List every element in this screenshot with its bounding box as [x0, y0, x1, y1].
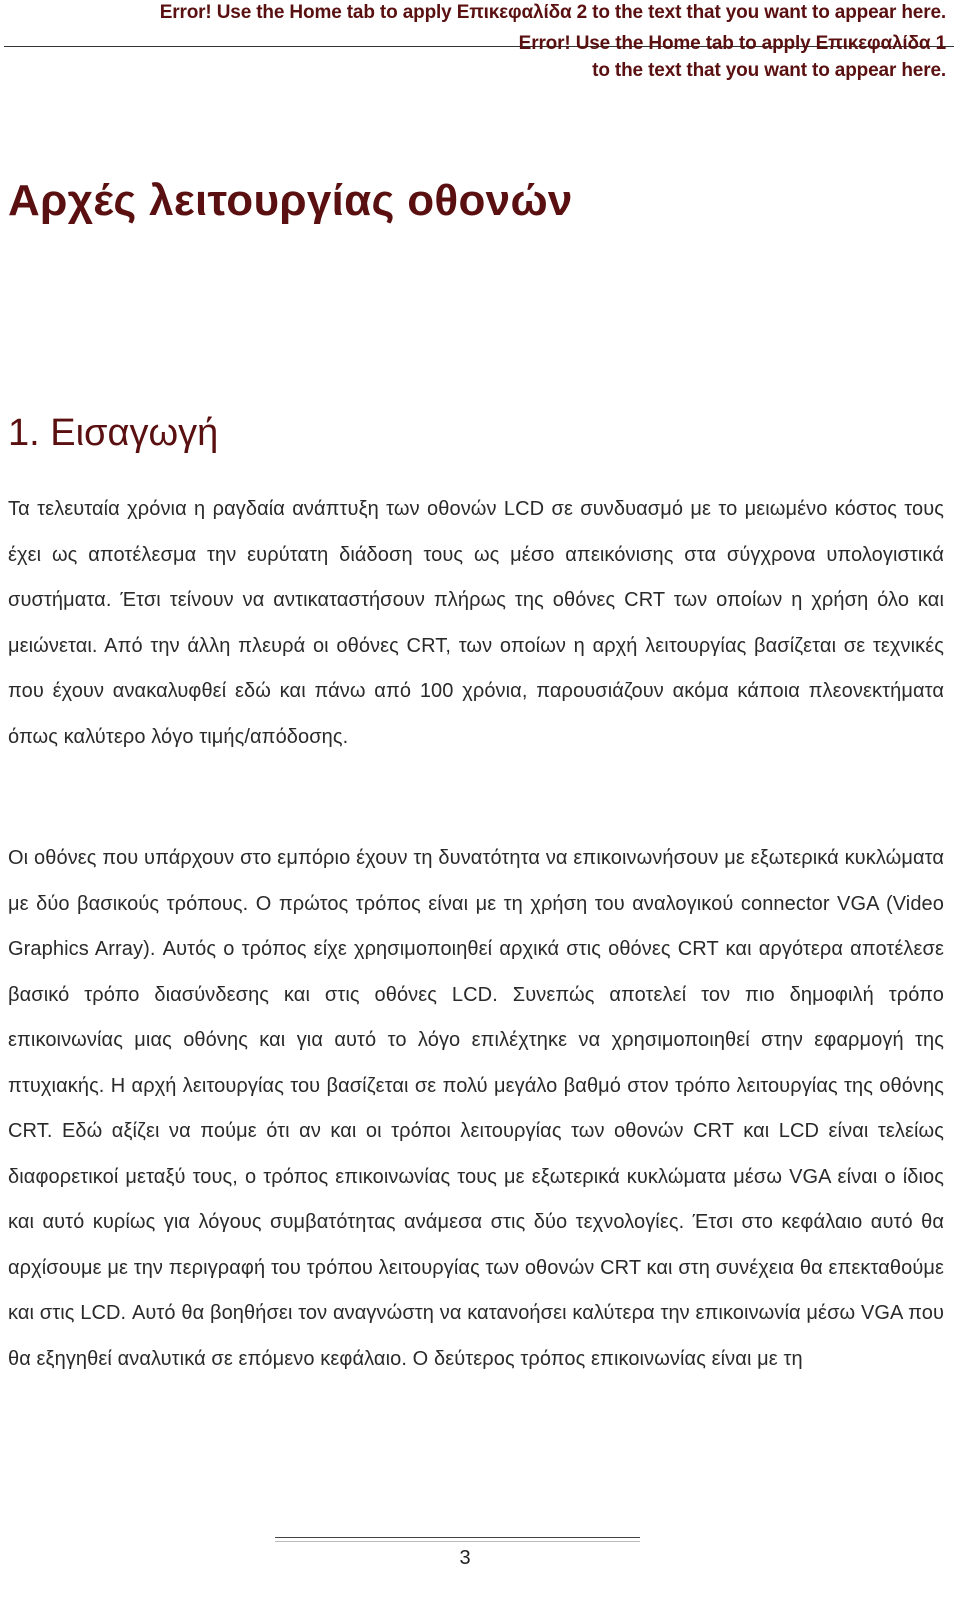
- paragraph-1: Τα τελευταία χρόνια η ραγδαία ανάπτυξη των οθονών LCD σε συνδυασμό με το μειωμένο κόστος τους έχει ως αποτέλεσμα την ευρύτατη διάδοση τους ως μέσο απεικόνισης στα σύγχρονα υπολογιστικά συστήματα. Έτσι τείνουν να αντικαταστήσουν πλήρως της οθόνες CRT των οποίων η χρήση όλο και μειώνεται. Από την άλλη πλευρά οι οθόνες CRT, των οποίων η αρχή λειτουργίας βασίζεται σε τεχνικές που έχουν ανακαλυφθεί εδώ και πάνω από 100 χρόνια, παρουσιάζουν ακόμα κάποια πλεονεκτήματα όπως καλύτερο λόγο τιμής/απόδοσης.: [8, 498, 944, 748]
- section-heading-introduction: 1. Εισαγωγή: [8, 412, 219, 454]
- page-header: [0, 0, 960, 95]
- header-heading1-error-line-2: to the text that you want to appear here.: [592, 60, 946, 81]
- document-title: Αρχές λειτουργίας οθονών: [8, 176, 573, 225]
- footer-divider-secondary: [275, 1541, 640, 1542]
- page-number: 3: [459, 1547, 471, 1569]
- footer-divider: [275, 1537, 640, 1538]
- paragraph-2: Οι οθόνες που υπάρχουν στο εμπόριο έχουν τη δυνατότητα να επικοινωνήσουν με εξωτερικά κυκλώματα με δύο βασικούς τρόπους. Ο πρώτος τρόπος είναι με τη χρήση του αναλογικού connector VGA (Video Graphics Array). Αυτός ο τρόπος είχε χρησιμοποιηθεί αρχικά στις οθόνες CRT και αργότερα αποτέλεσε βασικό τρόπο διασύνδεσης και στις οθόνες LCD. Συνεπώς αποτελεί τον πιο δημοφιλή τρόπο επικοινωνίας μιας οθόνης και για αυτό το λόγο επιλέχτηκε να χρησιμοποιηθεί στην εφαρμογή της πτυχιακής. Η αρχή λειτουργίας του βασίζεται σε πολύ μεγάλο βαθμό στον τρόπο λειτουργίας της οθόνης CRT. Εδώ αξίζει να πούμε ότι αν και οι τρόποι λειτουργίας των οθονών CRT και LCD είναι τελείως διαφορετικοί μεταξύ τους, ο τρόπος επικοινωνίας τους με εξωτερικά κυκλώματα μέσω VGA είναι ο ίδιος και αυτό κυρίως για λόγους συμβατότητας ανάμεσα στις δύο τεχνολογίες. Έτσι στο κεφάλαιο αυτό θα αρχίσουμε με την περιγραφή του τρόπου λειτουργίας των οθονών CRT και στη συνέχεια θα επεκταθούμε και στις LCD. Αυτό θα βοηθήσει τον αναγνώστη να κατανοήσει καλύτερα την επικοινωνία μέσω VGA που θα εξηγηθεί αναλυτικά σε επόμενο κεφάλαιο. Ο δεύτερος τρόπος επικοινωνίας είναι με τη: [8, 847, 944, 1370]
- header-heading2-error: Error! Use the Home tab to apply Επικεφαλίδα 2 to the text that you want to appear here.: [159, 2, 946, 23]
- header-heading1-error: [519, 30, 946, 84]
- header-heading1-error-line-1: Error! Use the Home tab to apply Επικεφαλίδα 1: [518, 33, 946, 54]
